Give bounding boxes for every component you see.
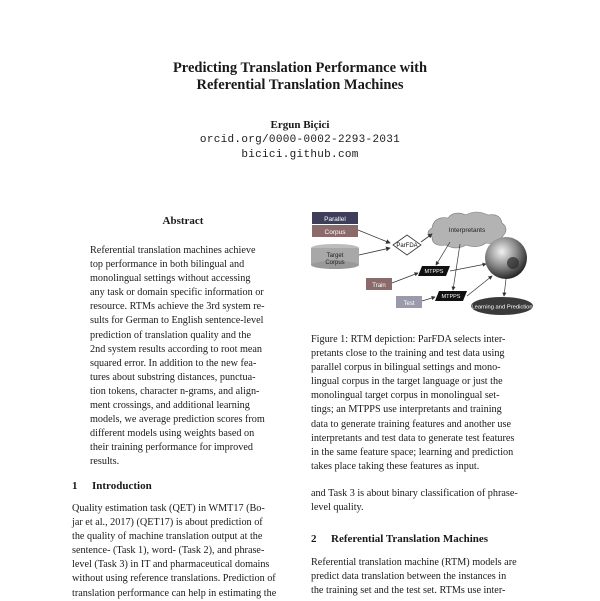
section-2-body: [311, 556, 531, 598]
abstract-line: resource. RTMs achieve the 3rd system re-: [90, 301, 265, 313]
test-label: Test: [403, 301, 415, 307]
caption-line: takes place taking these features as input.: [311, 460, 480, 472]
caption-line: lingual corpus in the target language or just the: [311, 376, 503, 388]
arrow-sphere-learning: [504, 279, 506, 296]
target-corpus-label: Corpus: [325, 260, 345, 266]
caption-line: tings; an MTPPS use interpretants and training: [311, 404, 502, 416]
parallel-label: Parallel: [324, 216, 346, 223]
feature-sphere: [485, 237, 527, 279]
author-name: Ergun Biçici: [270, 119, 330, 131]
abstract-line: ment crossings, and additional learning: [90, 400, 250, 412]
abstract-line: models, we average prediction scores from: [90, 414, 265, 426]
corpus-label: Corpus: [324, 229, 346, 236]
abstract-line: Referential translation machines achieve: [90, 245, 256, 256]
abstract-heading: Abstract: [162, 215, 204, 227]
arrow-interpretants-mtpps-2: [453, 244, 460, 290]
author-website: bicici.github.com: [241, 149, 359, 161]
abstract-line: monolingual settings without accessing: [90, 273, 251, 285]
body-line: Quality estimation task (QET) in WMT17 (Bo-: [72, 503, 265, 514]
caption-line: interpretants and test data to generate test features: [311, 432, 515, 444]
paper-title: Predicting Translation Performance with Referential Translation Machines: [172, 60, 428, 93]
abstract-line: their training performance for improved: [90, 442, 253, 454]
rtm-figure: [310, 210, 534, 320]
caption-line: data to generate training features and another use: [311, 418, 511, 430]
body-line: the quality of machine translation output at the: [72, 531, 263, 543]
author-orcid: orcid.org/0000-0002-2293-2031: [199, 134, 401, 146]
mtpps-2-label: MTPPS: [441, 294, 461, 300]
body-line: level (Task 3) in IT and pharmaceutical domains: [72, 559, 270, 571]
arrow-parfda-interpretants: [421, 234, 432, 242]
abstract-line: prediction of translation quality and the: [90, 329, 251, 341]
body-line: and Task 3 is about binary classification of phrase-: [311, 488, 518, 499]
abstract-line: tion tokens, character n-grams, and align-: [90, 385, 260, 397]
body-line: jar et al., 2017) (QET17) is about prediction of: [72, 517, 263, 529]
feature-sphere-inner: [507, 257, 519, 269]
body-line: predict data translation between the instances in: [311, 571, 507, 583]
body-line: level quality.: [311, 502, 364, 514]
mtpps-1-label: MTPPS: [424, 269, 444, 275]
abstract-line: results.: [90, 456, 120, 468]
train-label: Train: [372, 283, 386, 289]
section-1-heading: 1 Introduction: [72, 480, 152, 492]
right-column-continuation: [311, 487, 531, 515]
abstract-line: tures about substring distances, punctua-: [90, 371, 256, 383]
caption-line: parallel corpus in bilingual settings and mono-: [311, 362, 501, 374]
body-line: without using reference translations. Prediction of: [72, 573, 276, 585]
arrow-parallel-parfda: [358, 230, 390, 243]
abstract-line: different models using weights based on: [90, 428, 255, 440]
interpretants-label: Interpretants: [448, 227, 486, 234]
learning-label: Learning and Prediction: [471, 304, 533, 311]
abstract-body: [90, 244, 276, 470]
abstract-line: sults for German to English sentence-level: [90, 315, 264, 327]
arrow-train-mtpps: [392, 273, 418, 283]
body-line: Referential translation machine (RTM) models are: [311, 557, 517, 568]
author-block: [0, 118, 600, 163]
caption-line: in the same feature space; learning and prediction: [311, 446, 514, 458]
abstract-line: 2nd system results according to root mean: [90, 343, 263, 355]
body-line: the training set and the test set. RTMs use inter-: [311, 585, 506, 597]
rtm-diagram: [310, 210, 534, 320]
abstract-line: any task or domain specific information or: [90, 287, 264, 299]
parfda-label: ParFDA: [396, 243, 418, 249]
section-2-heading: 2 Referential Translation Machines: [311, 533, 489, 545]
arrow-test-mtpps: [422, 297, 435, 301]
abstract-line: top performance in both bilingual and: [90, 259, 245, 271]
caption-line: pretants close to the training and test data using: [311, 348, 505, 360]
body-line: sentence- (Task 1), word- (Task 2), and phrase-: [72, 545, 265, 557]
caption-line: monolingual target corpus in monolingual set-: [311, 390, 500, 402]
section-1-body: [72, 502, 294, 601]
body-line: translation performance can help in estimating the: [72, 587, 277, 599]
target-label: Target: [326, 253, 344, 259]
abstract-line: squared error. In addition to the new fea-: [90, 357, 257, 369]
figure-caption: [311, 333, 531, 474]
caption-line: Figure 1: RTM depiction: ParFDA selects inter-: [311, 334, 506, 345]
arrow-target-parfda: [359, 248, 390, 255]
arrow-mtpps-2-sphere: [467, 276, 492, 296]
arrow-mtpps-1-sphere: [450, 264, 486, 271]
